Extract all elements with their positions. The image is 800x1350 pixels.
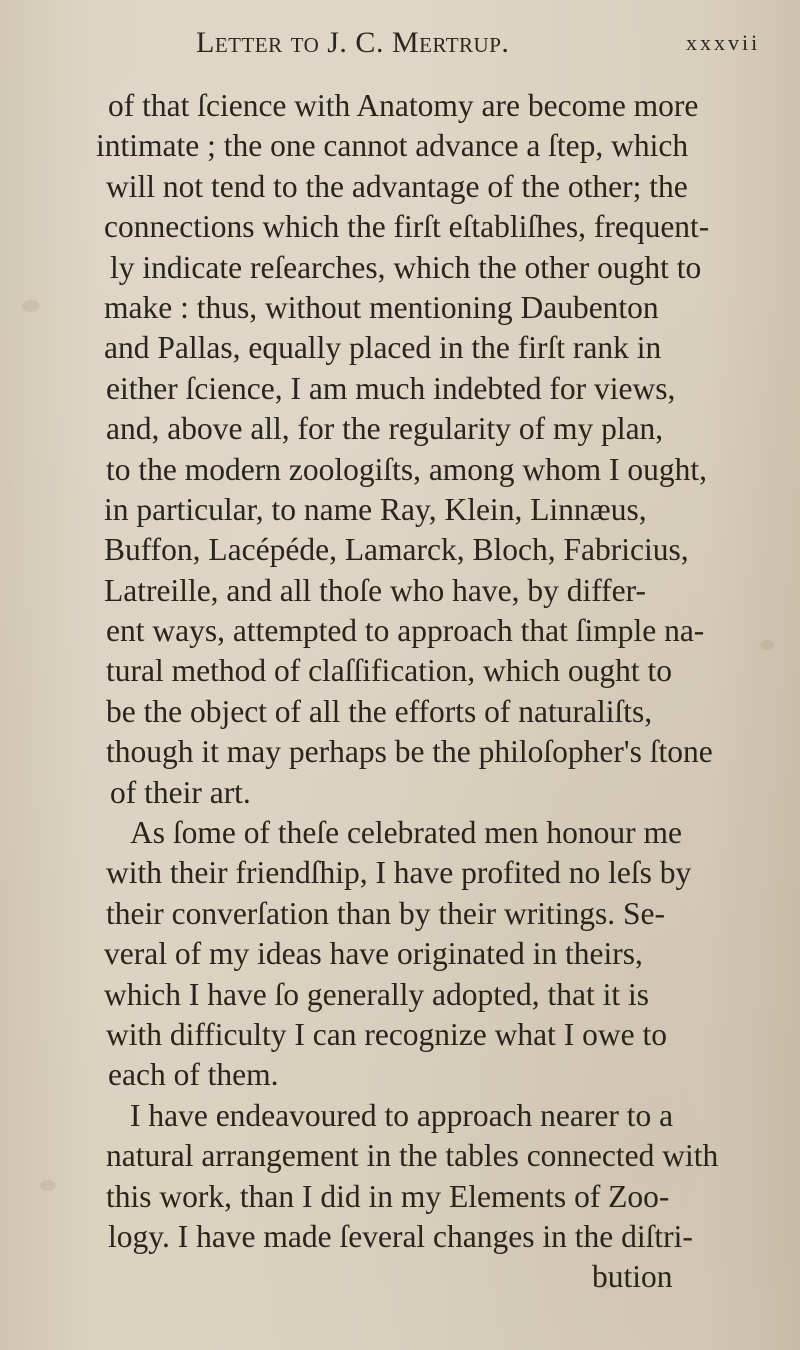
text-line bbox=[0, 651, 800, 691]
running-header bbox=[196, 26, 761, 60]
text-line-content: be the object of all the efforts of naturaliſts, bbox=[106, 693, 653, 729]
text-line bbox=[0, 1257, 800, 1297]
text-line-content: of that ſcience with Anatomy are become more bbox=[108, 88, 699, 123]
text-line bbox=[0, 1136, 800, 1176]
text-line bbox=[0, 167, 800, 207]
text-line-content: connections which the firſt eſtabliſhes, frequent- bbox=[104, 209, 710, 245]
text-line bbox=[0, 1096, 800, 1136]
text-line bbox=[0, 86, 800, 126]
text-line bbox=[0, 369, 800, 409]
text-line-content: each of them. bbox=[108, 1057, 279, 1093]
text-line-content: ent ways, attempted to approach that ſimple na- bbox=[106, 613, 705, 649]
text-line bbox=[0, 853, 800, 893]
text-line bbox=[0, 248, 800, 288]
text-line bbox=[0, 732, 800, 772]
text-line bbox=[0, 813, 800, 853]
text-line-content: Buffon, Lacépéde, Lamarck, Bloch, Fabricius, bbox=[104, 532, 689, 568]
text-line bbox=[0, 328, 800, 368]
text-line-content: to the modern zoologiſts, among whom I ought, bbox=[106, 451, 708, 487]
text-line-content: will not tend to the advantage of the other; the bbox=[106, 168, 688, 204]
text-line bbox=[0, 1177, 800, 1217]
text-line-content: Latreille, and all thoſe who have, by differ- bbox=[104, 572, 646, 608]
text-line bbox=[0, 611, 800, 651]
text-line bbox=[0, 530, 800, 570]
text-line bbox=[0, 571, 800, 611]
text-line bbox=[0, 490, 800, 530]
text-line bbox=[0, 894, 800, 934]
text-line-content: As ſome of theſe celebrated men honour me bbox=[130, 815, 682, 851]
text-line-content: I have endeavoured to approach nearer to a bbox=[130, 1097, 674, 1133]
text-line bbox=[0, 773, 800, 813]
body-text bbox=[0, 86, 800, 1298]
text-line bbox=[0, 934, 800, 974]
text-line-content: logy. I have made ſeveral changes in the diſtri- bbox=[108, 1218, 693, 1254]
text-line-content: in particular, to name Ray, Klein, Linnæus, bbox=[104, 491, 647, 527]
catchword: bution bbox=[592, 1259, 673, 1295]
text-line-content: intimate ; the one cannot advance a ſtep, which bbox=[96, 128, 689, 164]
text-line bbox=[0, 450, 800, 490]
text-line-content: and, above all, for the regularity of my plan, bbox=[106, 411, 664, 447]
text-line-content: tural method of claſſification, which ought to bbox=[106, 653, 672, 689]
page-number: xxxvii bbox=[686, 30, 761, 55]
text-line bbox=[0, 1055, 800, 1095]
text-line-content: either ſcience, I am much indebted for views, bbox=[106, 370, 676, 406]
text-line-content: this work, than I did in my Elements of Zoo- bbox=[106, 1178, 670, 1214]
text-line-content: with their friendſhip, I have profited no leſs by bbox=[106, 855, 692, 891]
text-line-content: ly indicate reſearches, which the other ought to bbox=[110, 249, 702, 285]
text-line bbox=[0, 126, 800, 166]
text-line bbox=[0, 692, 800, 732]
text-line-content: veral of my ideas have originated in theirs, bbox=[104, 936, 643, 972]
text-line bbox=[0, 409, 800, 449]
text-line-content: though it may perhaps be the philoſopher's ſtone bbox=[106, 734, 713, 770]
text-line-content: make : thus, without mentioning Daubenton bbox=[104, 289, 659, 325]
text-line bbox=[0, 288, 800, 328]
text-line-content: natural arrangement in the tables connected with bbox=[106, 1138, 719, 1174]
text-line bbox=[0, 1217, 800, 1257]
text-line bbox=[0, 975, 800, 1015]
text-line-content: of their art. bbox=[110, 774, 251, 810]
text-line-content: their converſation than by their writings. Se- bbox=[106, 895, 665, 931]
text-line-content: with difficulty I can recognize what I owe to bbox=[106, 1016, 667, 1052]
text-line bbox=[0, 1015, 800, 1055]
running-title: Letter to J. C. Mertrup. bbox=[196, 26, 510, 59]
text-line bbox=[0, 207, 800, 247]
text-line-content: and Pallas, equally placed in the firſt rank in bbox=[104, 330, 662, 366]
text-line-content: which I have ſo generally adopted, that it is bbox=[104, 976, 649, 1012]
